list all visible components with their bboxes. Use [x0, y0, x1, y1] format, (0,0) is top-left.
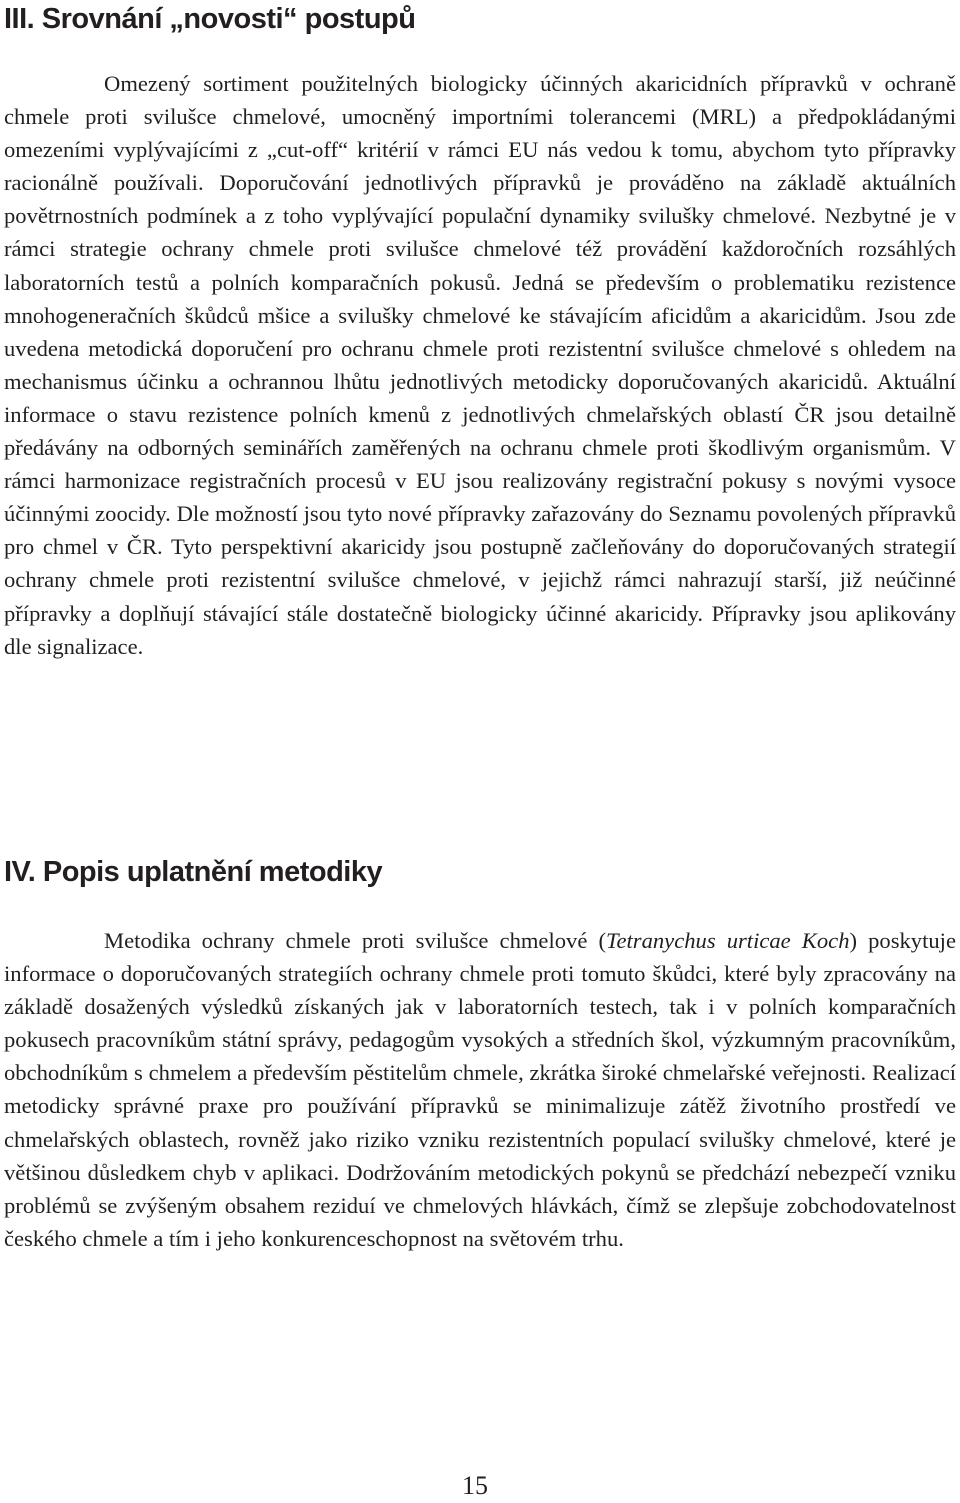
page-number: 15	[462, 1471, 488, 1500]
species-name: Tetranychus urticae Koch	[605, 928, 850, 953]
section-heading-srovnani: III. Srovnání „novosti“ postupů	[4, 3, 416, 35]
section-heading-popis-uplatneni: IV. Popis uplatnění metodiky	[4, 856, 383, 888]
paragraph-text-rest: ) poskytuje informace o doporučovaných strategiích ochrany chmele proti tomuto škůdci, které byly zpracovány na základě dosažených výsledků získaných jak v laboratorních testech, tak i v polních komparačních pokusech pracovníkům státní správy, pedagogům vysokých a středních škol, výzkumným pracovníkům, obchodníkům s chmelem a především pěstitelům chmele, zkrátka široké chmelařské veřejnosti. Realizací metodicky správné praxe pro používání přípravků se minimalizuje zátěž životního prostředí ve chmelařských oblastech, rovněž jako riziko vzniku rezistentních populací svilušky chmelové, které je většinou důsledkem chyb v aplikaci. Dodržováním metodických pokynů se předchází nebezpečí vzniku problémů se zvýšeným obsahem reziduí ve chmelových hlávkách, čímž se zlepšuje zobchodovatelnost českého chmele a tím i jeho konkurenceschopnost na světovém trhu.	[4, 928, 956, 1251]
section-paragraph-srovnani: Omezený sortiment použitelných biologicky účinných akaricidních přípravků v ochraně chmele proti svilušce chmelové, umocněný importními tolerancemi (MRL) a předpokládanými omezeními vyplývajícími z „cut-off“ kritérií v rámci EU nás vedou k tomu, abychom tyto přípravky racionálně používali. Doporučování jednotlivých přípravků je prováděno na základě aktuálních povětrnostních podmínek a z toho vyplývající populační dynamiky svilušky chmelové. Nezbytné je v rámci strategie ochrany chmele proti svilušce chmelové též provádění každoročních rozsáhlých laboratorních testů a polních komparačních pokusů. Jedná se především o problematiku rezistence mnohogeneračních škůdců mšice a svilušky chmelové ke stávajícím aficidům a akaricidům. Jsou zde uvedena metodická doporučení pro ochranu chmele proti rezistentní svilušce chmelové s ohledem na mechanismus účinku a ochrannou lhůtu jednotlivých metodicky doporučovaných akaricidů. Aktuální informace o stavu rezistence polních kmenů z jednotlivých chmelařských oblastí ČR jsou detailně předávány na odborných seminářích zaměřených na ochranu chmele proti škodlivým organismům. V rámci harmonizace registračních procesů v EU jsou realizovány registrační pokusy s novými vysoce účinnými zoocidy. Dle možností jsou tyto nové přípravky zařazovány do Seznamu povolených přípravků pro chmel v ČR. Tyto perspektivní akaricidy jsou postupně začleňovány do doporučovaných strategií ochrany chmele proti rezistentní svilušce chmelové, v jejichž rámci nahrazují starší, již neúčinné přípravky a doplňují stávající stále dostatečně biologicky účinné akaricidy. Přípravky jsou aplikovány dle signalizace.	[4, 71, 956, 659]
paragraph-text-start: Metodika ochrany chmele proti svilušce chmelové (	[104, 928, 606, 953]
section-paragraph-popis-uplatneni	[4, 924, 956, 1255]
